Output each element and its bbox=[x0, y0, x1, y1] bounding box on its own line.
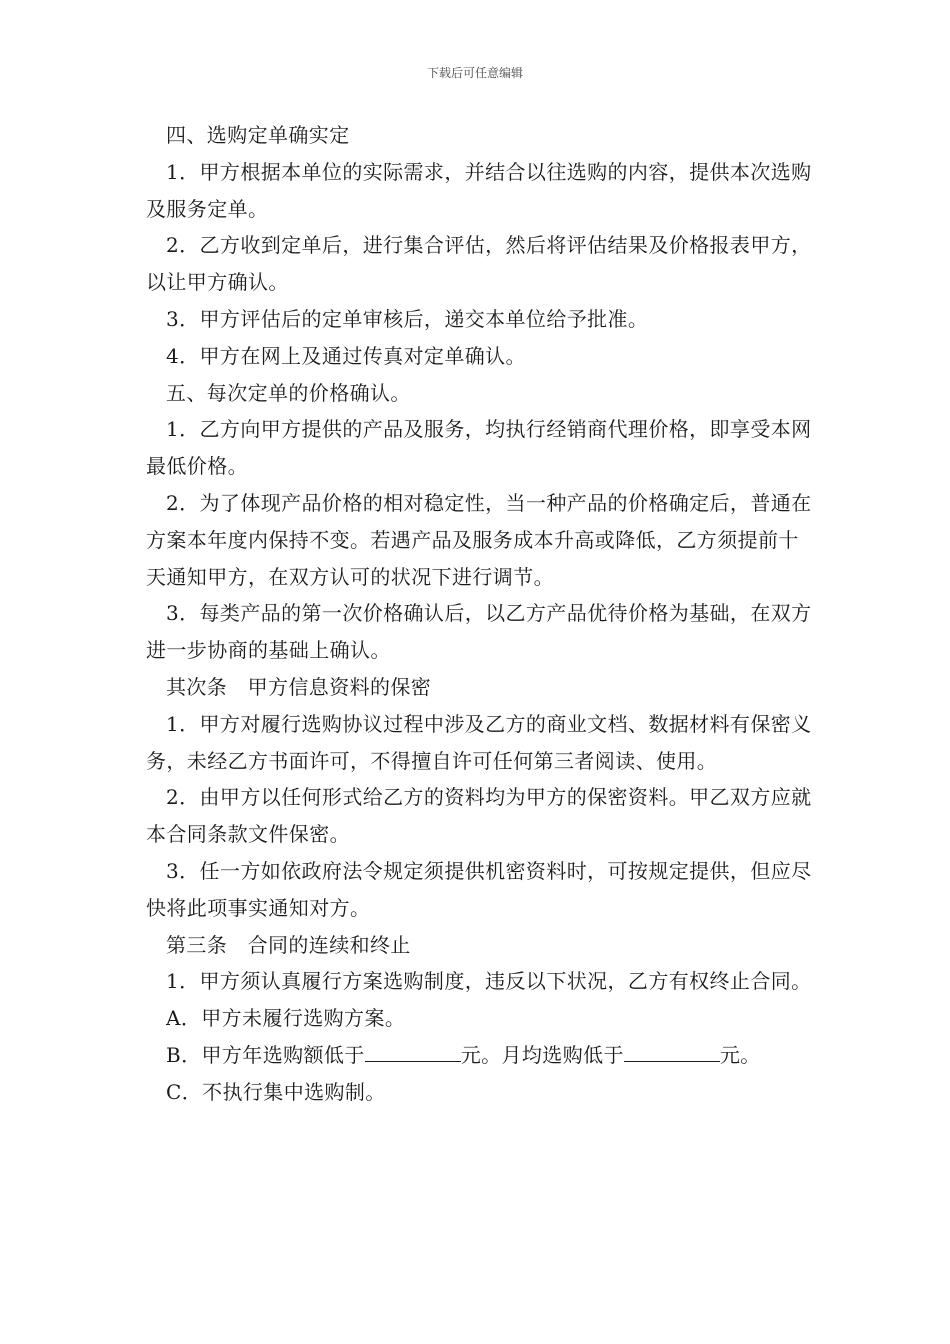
page-header: 下载后可任意编辑 bbox=[426, 66, 523, 80]
fill-in-blank-annual bbox=[365, 1039, 461, 1062]
article-heading: 第三条 合同的连续和终止 bbox=[166, 932, 411, 957]
article-heading: 其次条 甲方信息资料的保密 bbox=[166, 674, 432, 699]
paragraph: 1．乙方向甲方提供的产品及服务，均执行经销商代理价格，即享受本网最低价格。 bbox=[146, 417, 812, 479]
paragraph: 2．为了体现产品价格的相对稳定性，当一种产品的价格确定后，普通在方案本年度内保持不变。若遇产品及服务成本升高或降低，乙方须提前十天通知甲方，在双方认可的状况下进行调节。 bbox=[146, 490, 812, 589]
paragraph: 4．甲方在网上及通过传真对定单确认。 bbox=[166, 343, 526, 368]
fill-in-blank-monthly bbox=[624, 1039, 720, 1062]
paragraph: 3．任一方如依政府法令规定须提供机密资料时，可按规定提供，但应尽快将此项事实通知对方。 bbox=[146, 858, 812, 920]
paragraph-with-blanks bbox=[146, 1037, 812, 1074]
paragraph: 2．由甲方以任何形式给乙方的资料均为甲方的保密资料。甲乙双方应就本合同条款文件保密。 bbox=[146, 785, 812, 847]
paragraph: 3．每类产品的第一次价格确认后，以乙方产品优待价格为基础，在双方进一步协商的基础上确认。 bbox=[146, 601, 812, 663]
paragraph: 1．甲方根据本单位的实际需求，并结合以往选购的内容，提供本次选购及服务定单。 bbox=[146, 159, 812, 221]
section-heading: 四、选购定单确实定 bbox=[166, 123, 350, 147]
paragraph: 1．甲方须认真履行方案选购制度，违反以下状况，乙方有权终止合同。 bbox=[166, 969, 812, 994]
paragraph: 2．乙方收到定单后，进行集合评估，然后将评估结果及价格报表甲方，以让甲方确认。 bbox=[146, 233, 812, 295]
section-heading: 五、每次定单的价格确认。 bbox=[166, 380, 411, 405]
paragraph: 1．甲方对履行选购协议过程中涉及乙方的商业文档、数据材料有保密义务，未经乙方书面许可，不得擅自许可任何第三者阅读、使用。 bbox=[146, 711, 812, 773]
text-segment: 元。 bbox=[719, 1042, 761, 1067]
text-segment: 元。月均选购低于 bbox=[460, 1042, 624, 1067]
text-segment: B．甲方年选购额低于 bbox=[166, 1042, 365, 1067]
paragraph: 3．甲方评估后的定单审核后，递交本单位给予批准。 bbox=[166, 306, 649, 331]
document-body bbox=[146, 117, 812, 1111]
paragraph: A．甲方未履行选购方案。 bbox=[166, 1006, 406, 1031]
paragraph: C．不执行集中选购制。 bbox=[166, 1079, 386, 1104]
